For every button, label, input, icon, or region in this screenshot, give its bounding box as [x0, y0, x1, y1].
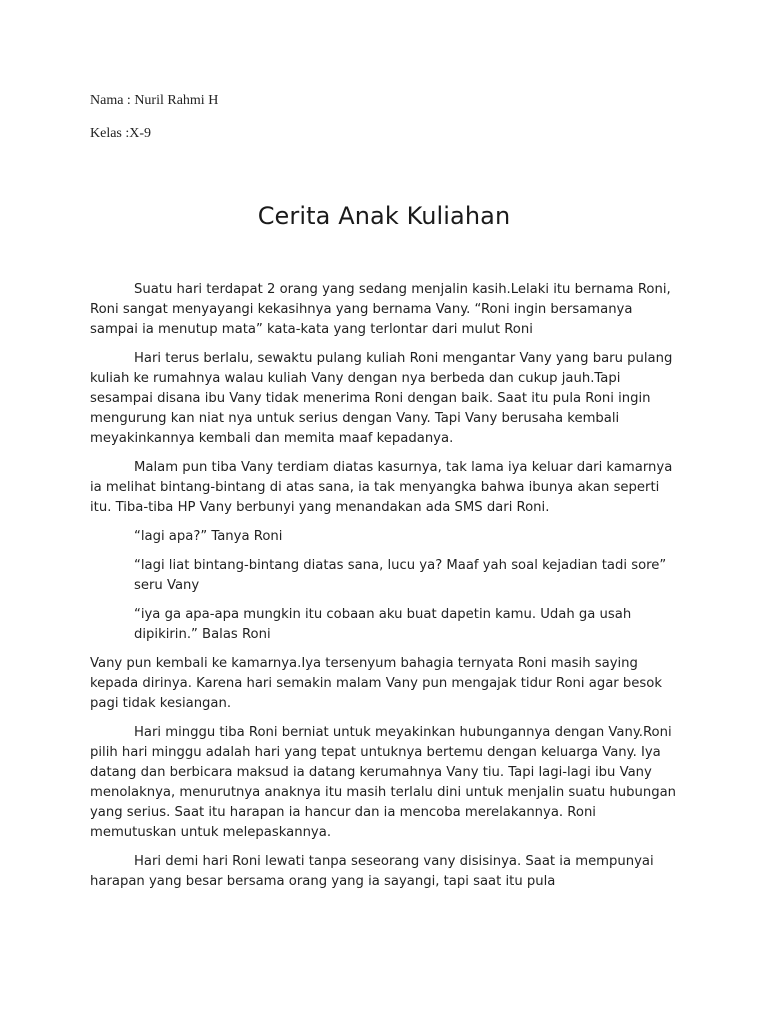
student-class-line: Kelas :X-9 — [90, 126, 152, 141]
paragraph: Suatu hari terdapat 2 orang yang sedang menjalin kasih.Lelaki itu bernama Roni, Roni sangat menyayangi kekasihnya yang bernama Vany. “Roni ingin bersamanya sampai ia menutup mata” kata-kata yang terlontar dari mulut Roni — [90, 282, 671, 337]
dialog-line: “lagi liat bintang-bintang diatas sana, lucu ya? Maaf yah soal kejadian tadi sore” seru Vany — [134, 558, 667, 593]
student-name-line: Nama : Nuril Rahmi H — [90, 93, 219, 108]
paragraph: Hari terus berlalu, sewaktu pulang kuliah Roni mengantar Vany yang baru pulang kuliah ke rumahnya walau kuliah Vany dengan nya berbeda dan cukup jauh.Tapi sesampai disana ibu Vany tidak menerima Roni dengan baik. Saat itu pula Roni ingin mengurung kan niat nya untuk serius dengan Vany. Tapi Vany berusaha kembali meyakinkannya kembali dan memita maaf kepadanya. — [90, 351, 673, 446]
paragraph: Hari minggu tiba Roni berniat untuk meyakinkan hubungannya dengan Vany.Roni pilih hari minggu adalah hari yang tepat untuknya bertemu dengan keluarga Vany. Iya datang dan berbicara maksud ia datang kerumahnya Vany tiu. Tapi lagi-lagi ibu Vany menolaknya, menurutnya anaknya itu masih terlalu dini untuk menjalin suatu hubungan yang serius. Saat itu harapan ia hancur dan ia mencoba merelakannya. Roni memutuskan untuk melepaskannya. — [90, 725, 677, 840]
story-body — [90, 280, 680, 901]
paragraph: Hari demi hari Roni lewati tanpa seseorang vany disisinya. Saat ia mempunyai harapan yang besar bersama orang yang ia sayangi, tapi saat itu pula — [90, 854, 654, 889]
document-title: Cerita Anak Kuliahan — [257, 202, 511, 230]
paragraph: Malam pun tiba Vany terdiam diatas kasurnya, tak lama iya keluar dari kamarnya ia melihat bintang-bintang di atas sana, ia tak menyangka bahwa ibunya akan seperti itu. Tiba-tiba HP Vany berbunyi yang menandakan ada SMS dari Roni. — [90, 460, 673, 515]
paragraph: Vany pun kembali ke kamarnya.Iya tersenyum bahagia ternyata Roni masih saying kepada dirinya. Karena hari semakin malam Vany pun mengajak tidur Roni agar besok pagi tidak kesiangan. — [90, 656, 662, 711]
dialog-line: “iya ga apa-apa mungkin itu cobaan aku buat dapetin kamu. Udah ga usah dipikirin.” Balas Roni — [134, 607, 632, 642]
dialog-line: “lagi apa?” Tanya Roni — [134, 529, 283, 544]
